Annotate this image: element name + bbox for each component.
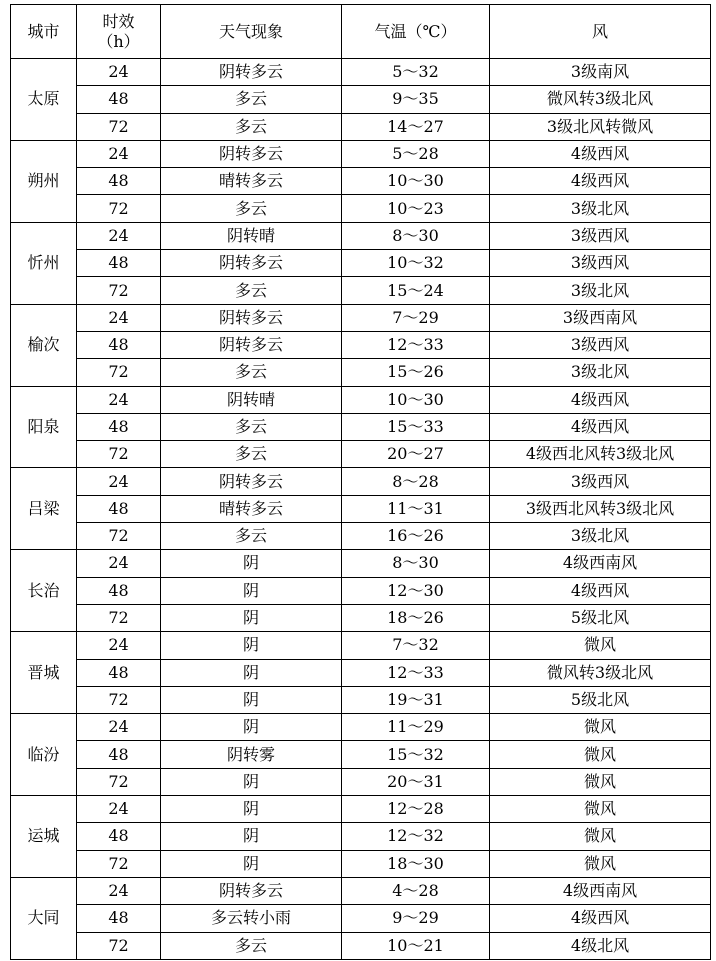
hours-cell: 24 <box>77 468 161 495</box>
hours-cell: 72 <box>77 277 161 304</box>
header-hours-label: 时效 <box>102 11 135 31</box>
wind-cell: 3级西南风 <box>490 304 711 331</box>
city-name-cell: 榆次 <box>11 304 77 386</box>
hours-cell: 48 <box>77 86 161 113</box>
weather-cell: 阴转多云 <box>161 331 342 358</box>
table-row <box>11 577 711 604</box>
city-name-cell: 临汾 <box>11 714 77 796</box>
hours-cell: 24 <box>77 714 161 741</box>
city-name-cell: 太原 <box>11 59 77 141</box>
table-row <box>11 850 711 877</box>
wind-cell: 5级北风 <box>490 686 711 713</box>
weather-cell: 阴 <box>161 686 342 713</box>
header-wind: 风 <box>490 5 711 59</box>
temperature-cell: 12～32 <box>342 823 490 850</box>
temperature-cell: 9～29 <box>342 905 490 932</box>
temperature-cell: 7～32 <box>342 632 490 659</box>
city-name-cell: 忻州 <box>11 222 77 304</box>
city-name-cell: 阳泉 <box>11 386 77 468</box>
header-hours-unit: （h） <box>97 31 140 51</box>
weather-cell: 多云 <box>161 523 342 550</box>
hours-cell: 24 <box>77 796 161 823</box>
hours-cell: 48 <box>77 659 161 686</box>
weather-cell: 阴 <box>161 632 342 659</box>
weather-cell: 多云 <box>161 113 342 140</box>
table-row <box>11 113 711 140</box>
weather-cell: 多云 <box>161 413 342 440</box>
temperature-cell: 7～29 <box>342 304 490 331</box>
temperature-cell: 12～30 <box>342 577 490 604</box>
wind-cell: 微风转3级北风 <box>490 659 711 686</box>
wind-cell: 3级北风 <box>490 523 711 550</box>
temperature-cell: 14～27 <box>342 113 490 140</box>
hours-cell: 48 <box>77 741 161 768</box>
table-row <box>11 659 711 686</box>
temperature-cell: 5～32 <box>342 59 490 86</box>
temperature-cell: 10～32 <box>342 250 490 277</box>
wind-cell: 3级北风 <box>490 359 711 386</box>
temperature-cell: 9～35 <box>342 86 490 113</box>
wind-cell: 4级西风 <box>490 577 711 604</box>
wind-cell: 微风 <box>490 796 711 823</box>
table-row <box>11 550 711 577</box>
table-row <box>11 877 711 904</box>
weather-cell: 阴 <box>161 714 342 741</box>
wind-cell: 3级南风 <box>490 59 711 86</box>
wind-cell: 3级西风 <box>490 222 711 249</box>
weather-cell: 阴 <box>161 659 342 686</box>
header-hours <box>77 5 161 59</box>
wind-cell: 3级西北风转3级北风 <box>490 495 711 522</box>
wind-cell: 4级西风 <box>490 905 711 932</box>
hours-cell: 72 <box>77 686 161 713</box>
temperature-cell: 10～30 <box>342 386 490 413</box>
table-row <box>11 932 711 959</box>
wind-cell: 3级北风 <box>490 277 711 304</box>
temperature-cell: 15～32 <box>342 741 490 768</box>
table-row <box>11 523 711 550</box>
wind-cell: 4级西南风 <box>490 877 711 904</box>
table-row <box>11 495 711 522</box>
wind-cell: 4级西风 <box>490 168 711 195</box>
weather-cell: 晴转多云 <box>161 168 342 195</box>
weather-cell: 阴转多云 <box>161 877 342 904</box>
city-name-cell: 朔州 <box>11 140 77 222</box>
hours-cell: 72 <box>77 768 161 795</box>
temperature-cell: 10～30 <box>342 168 490 195</box>
weather-cell: 阴 <box>161 550 342 577</box>
city-name-cell: 运城 <box>11 796 77 878</box>
header-weather: 天气现象 <box>161 5 342 59</box>
city-name-cell: 吕梁 <box>11 468 77 550</box>
weather-cell: 阴转多云 <box>161 59 342 86</box>
temperature-cell: 8～30 <box>342 222 490 249</box>
wind-cell: 4级西北风转3级北风 <box>490 441 711 468</box>
wind-cell: 微风 <box>490 823 711 850</box>
wind-cell: 3级西风 <box>490 250 711 277</box>
hours-cell: 48 <box>77 168 161 195</box>
table-row <box>11 277 711 304</box>
table-row <box>11 304 711 331</box>
city-name-cell: 长治 <box>11 550 77 632</box>
temperature-cell: 15～24 <box>342 277 490 304</box>
forecast-table <box>10 4 711 960</box>
hours-cell: 24 <box>77 59 161 86</box>
weather-cell: 多云 <box>161 86 342 113</box>
wind-cell: 3级西风 <box>490 468 711 495</box>
weather-cell: 阴 <box>161 850 342 877</box>
table-row <box>11 441 711 468</box>
table-row <box>11 714 711 741</box>
weather-cell: 阴转雾 <box>161 741 342 768</box>
weather-cell: 多云转小雨 <box>161 905 342 932</box>
table-row <box>11 331 711 358</box>
weather-cell: 多云 <box>161 441 342 468</box>
hours-cell: 72 <box>77 850 161 877</box>
wind-cell: 微风转3级北风 <box>490 86 711 113</box>
hours-cell: 72 <box>77 441 161 468</box>
temperature-cell: 12～33 <box>342 659 490 686</box>
table-row <box>11 168 711 195</box>
table-row <box>11 741 711 768</box>
temperature-cell: 12～28 <box>342 796 490 823</box>
weather-cell: 阴转多云 <box>161 250 342 277</box>
header-temperature: 气温（℃） <box>342 5 490 59</box>
hours-cell: 72 <box>77 604 161 631</box>
table-body <box>11 59 711 960</box>
hours-cell: 48 <box>77 577 161 604</box>
temperature-cell: 19～31 <box>342 686 490 713</box>
hours-cell: 72 <box>77 523 161 550</box>
weather-cell: 阴 <box>161 768 342 795</box>
hours-cell: 72 <box>77 359 161 386</box>
temperature-cell: 20～27 <box>342 441 490 468</box>
temperature-cell: 18～30 <box>342 850 490 877</box>
wind-cell: 微风 <box>490 714 711 741</box>
weather-cell: 阴 <box>161 577 342 604</box>
weather-cell: 阴 <box>161 823 342 850</box>
temperature-cell: 15～33 <box>342 413 490 440</box>
wind-cell: 微风 <box>490 632 711 659</box>
wind-cell: 微风 <box>490 768 711 795</box>
weather-cell: 阴 <box>161 604 342 631</box>
hours-cell: 48 <box>77 250 161 277</box>
temperature-cell: 10～23 <box>342 195 490 222</box>
wind-cell: 微风 <box>490 741 711 768</box>
city-name-cell: 晋城 <box>11 632 77 714</box>
table-row <box>11 386 711 413</box>
temperature-cell: 8～28 <box>342 468 490 495</box>
table-row <box>11 468 711 495</box>
temperature-cell: 8～30 <box>342 550 490 577</box>
temperature-cell: 4～28 <box>342 877 490 904</box>
wind-cell: 4级西风 <box>490 386 711 413</box>
table-row <box>11 222 711 249</box>
wind-cell: 5级北风 <box>490 604 711 631</box>
hours-cell: 48 <box>77 413 161 440</box>
hours-cell: 24 <box>77 304 161 331</box>
weather-cell: 阴转晴 <box>161 222 342 249</box>
hours-cell: 24 <box>77 386 161 413</box>
header-city: 城市 <box>11 5 77 59</box>
hours-cell: 72 <box>77 113 161 140</box>
weather-cell: 阴转多云 <box>161 468 342 495</box>
weather-cell: 阴转多云 <box>161 304 342 331</box>
hours-cell: 24 <box>77 222 161 249</box>
weather-cell: 多云 <box>161 277 342 304</box>
wind-cell: 4级北风 <box>490 932 711 959</box>
temperature-cell: 10～21 <box>342 932 490 959</box>
table-row <box>11 768 711 795</box>
temperature-cell: 15～26 <box>342 359 490 386</box>
wind-cell: 微风 <box>490 850 711 877</box>
table-row <box>11 632 711 659</box>
table-row <box>11 359 711 386</box>
temperature-cell: 5～28 <box>342 140 490 167</box>
table-row <box>11 905 711 932</box>
wind-cell: 4级西南风 <box>490 550 711 577</box>
temperature-cell: 11～29 <box>342 714 490 741</box>
weather-cell: 阴 <box>161 796 342 823</box>
table-row <box>11 796 711 823</box>
wind-cell: 3级北风转微风 <box>490 113 711 140</box>
hours-cell: 48 <box>77 495 161 522</box>
temperature-cell: 11～31 <box>342 495 490 522</box>
table-row <box>11 140 711 167</box>
hours-cell: 48 <box>77 823 161 850</box>
wind-cell: 4级西风 <box>490 140 711 167</box>
hours-cell: 72 <box>77 195 161 222</box>
hours-cell: 24 <box>77 877 161 904</box>
hours-cell: 24 <box>77 550 161 577</box>
temperature-cell: 16～26 <box>342 523 490 550</box>
wind-cell: 3级北风 <box>490 195 711 222</box>
table-row <box>11 59 711 86</box>
table-row <box>11 195 711 222</box>
hours-cell: 24 <box>77 140 161 167</box>
weather-cell: 晴转多云 <box>161 495 342 522</box>
wind-cell: 4级西风 <box>490 413 711 440</box>
weather-cell: 多云 <box>161 195 342 222</box>
temperature-cell: 12～33 <box>342 331 490 358</box>
temperature-cell: 20～31 <box>342 768 490 795</box>
hours-cell: 48 <box>77 331 161 358</box>
wind-cell: 3级西风 <box>490 331 711 358</box>
hours-cell: 72 <box>77 932 161 959</box>
table-row <box>11 413 711 440</box>
weather-cell: 阴转晴 <box>161 386 342 413</box>
hours-cell: 24 <box>77 632 161 659</box>
temperature-cell: 18～26 <box>342 604 490 631</box>
table-row <box>11 686 711 713</box>
table-row <box>11 86 711 113</box>
hours-cell: 48 <box>77 905 161 932</box>
header-row <box>11 5 711 59</box>
weather-cell: 多云 <box>161 932 342 959</box>
table-row <box>11 823 711 850</box>
weather-cell: 阴转多云 <box>161 140 342 167</box>
weather-cell: 多云 <box>161 359 342 386</box>
city-name-cell: 大同 <box>11 877 77 959</box>
table-row <box>11 604 711 631</box>
table-row <box>11 250 711 277</box>
